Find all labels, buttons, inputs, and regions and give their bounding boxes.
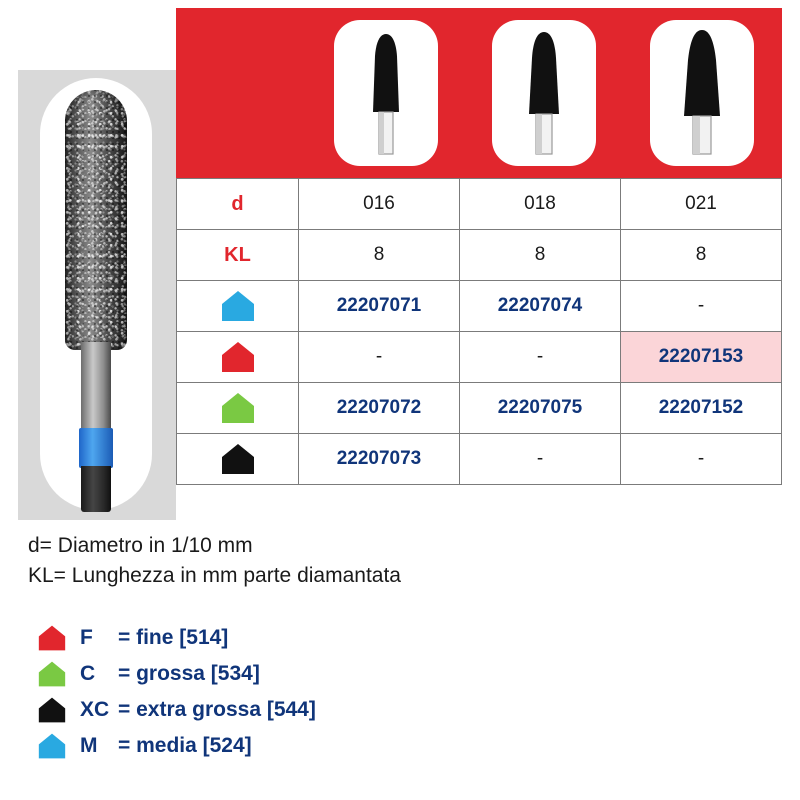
- cell-media-016: 22207071: [299, 281, 460, 332]
- table-row: [177, 179, 782, 230]
- cell-fine-016: -: [299, 332, 460, 383]
- row-label-media: [177, 281, 299, 332]
- legend-item-grossa: [30, 656, 316, 692]
- table-row: [177, 281, 782, 332]
- row-label-grossa: [177, 383, 299, 434]
- cell-extra-grossa-021: -: [621, 434, 782, 485]
- cell-d-021: 021: [621, 179, 782, 230]
- row-label-d: d: [177, 179, 299, 230]
- legend-kl: KL= Lunghezza in mm parte diamantata: [28, 564, 401, 587]
- product-code-table: [176, 178, 782, 485]
- pentagon-grossa-icon: [30, 660, 74, 688]
- pentagon-extra-grossa-icon: [30, 696, 74, 724]
- bur-shape-card-2: [492, 20, 596, 166]
- product-photo-panel: [18, 8, 176, 520]
- bur-neck: [81, 342, 111, 438]
- pentagon-fine-icon: [30, 624, 74, 652]
- table-row: [177, 434, 782, 485]
- cell-extra-grossa-018: -: [460, 434, 621, 485]
- cell-kl-016: 8: [299, 230, 460, 281]
- legend-code-fine: F: [80, 626, 93, 649]
- table-row: [177, 383, 782, 434]
- pentagon-fine-icon: [220, 340, 256, 374]
- cell-grossa-018: 22207075: [460, 383, 621, 434]
- table-row: [177, 230, 782, 281]
- pentagon-grossa-icon: [220, 391, 256, 425]
- legend-diameter: d= Diametro in 1/10 mm: [28, 534, 253, 557]
- bur-shape-card-1: [334, 20, 438, 166]
- cell-extra-grossa-016: 22207073: [299, 434, 460, 485]
- pentagon-media-icon: [220, 289, 256, 323]
- cell-fine-018: -: [460, 332, 621, 383]
- row-label-extra-grossa: [177, 434, 299, 485]
- cell-media-018: 22207074: [460, 281, 621, 332]
- legend-item-fine: [30, 620, 316, 656]
- bur-shape-018-icon: [492, 20, 596, 166]
- legend-item-extra-grossa: [30, 692, 316, 728]
- legend-item-media: [30, 728, 316, 764]
- pentagon-media-icon: [30, 732, 74, 760]
- bur-color-band: [79, 428, 113, 468]
- legend-desc-extra-grossa: = extra grossa [544]: [118, 698, 316, 721]
- legend-definitions: [28, 534, 768, 594]
- cell-kl-021: 8: [621, 230, 782, 281]
- legend-desc-grossa: = grossa [534]: [118, 662, 260, 685]
- bur-shape-016-icon: [334, 20, 438, 166]
- bur-shape-card-3: [650, 20, 754, 166]
- legend-code-grossa: C: [80, 662, 96, 685]
- cell-d-016: 016: [299, 179, 460, 230]
- bur-shank: [81, 466, 111, 512]
- legend-desc-fine: = fine [514]: [118, 626, 229, 649]
- cell-kl-018: 8: [460, 230, 621, 281]
- pentagon-extra-grossa-icon: [220, 442, 256, 476]
- cell-grossa-021: 22207152: [621, 383, 782, 434]
- legend-code-media: M: [80, 734, 98, 757]
- cell-media-021: -: [621, 281, 782, 332]
- grit-legend: [30, 620, 316, 764]
- bur-diamond-head: [65, 90, 127, 350]
- row-label-fine: [177, 332, 299, 383]
- cell-grossa-016: 22207072: [299, 383, 460, 434]
- cell-d-018: 018: [460, 179, 621, 230]
- legend-code-extra-grossa: XC: [80, 698, 110, 721]
- diamond-bur-photo: [59, 90, 135, 510]
- row-label-kl: KL: [177, 230, 299, 281]
- table-row: [177, 332, 782, 383]
- bur-shape-021-icon: [650, 20, 754, 166]
- cell-fine-021: 22207153: [621, 332, 782, 383]
- legend-desc-media: = media [524]: [118, 734, 252, 757]
